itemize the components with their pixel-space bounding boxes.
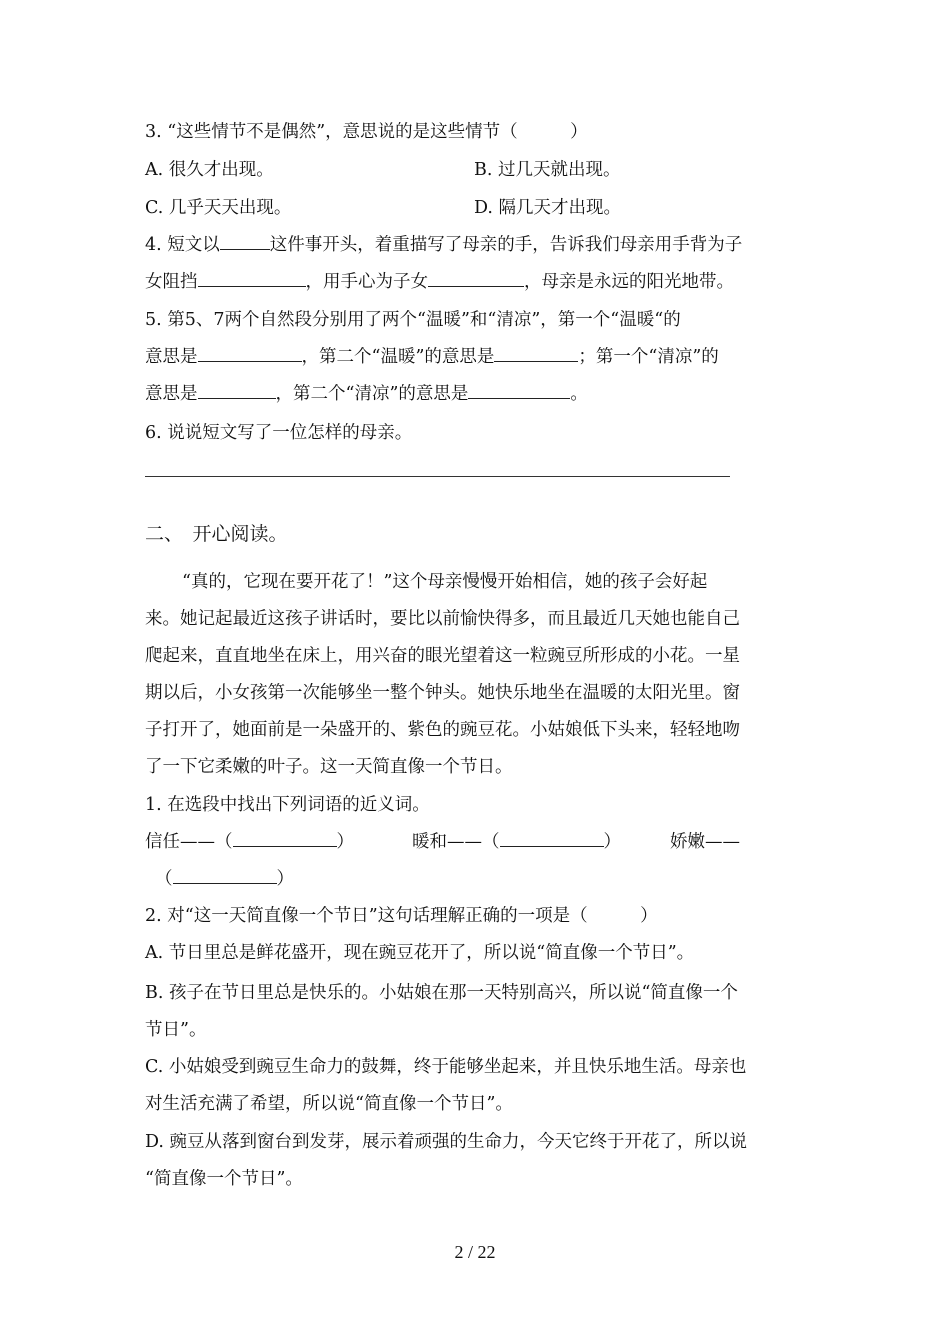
answer-blank[interactable] [198,345,302,362]
q5-text: ，第二个“温暖”的意思是 [301,347,495,367]
passage-line: 子打开了，她面前是一朵盛开的、紫色的豌豆花。小姑娘低下头来，轻轻地吻 [145,720,740,740]
section-heading: 二、 开心阅读。 [145,523,288,545]
answer-blank[interactable] [220,233,270,250]
q3-option-d: D. 隔几天才出现。 [474,198,622,218]
q5-text: 意思是 [145,347,198,367]
passage-line: 期以后，小女孩第一次能够坐一整个钟头。她快乐地坐在温暖的太阳光里。窗 [145,683,740,703]
q5-text: ，第二个“清凉”的意思是 [275,384,469,404]
passage-line: 爬起来，直直地坐在床上，用兴奋的眼光望着这一粒豌豆所形成的小花。一星 [145,646,740,666]
answer-blank[interactable] [494,345,578,362]
s2-q1-word-2 [412,830,621,854]
page-number: 2 / 22 [454,1242,496,1262]
answer-blank[interactable] [500,830,604,847]
paren-close: ） [336,832,354,852]
paren-close: ） [603,832,621,852]
q3-option-b: B. 过几天就出现。 [474,160,621,180]
q3-option-a: A. 很久才出现。 [145,160,274,180]
passage-line: 来。她记起最近这孩子讲话时，要比以前愉快得多，而且最近几天她也能自己 [145,609,740,629]
s2-q2-option-a: A. 节日里总是鲜花盛开，现在豌豆花开了，所以说“简直像一个节日”。 [145,943,695,963]
s2-q2-option-c-cont: 对生活充满了希望，所以说“简直像一个节日”。 [145,1094,513,1114]
answer-line[interactable] [145,476,730,477]
answer-blank[interactable] [468,382,570,399]
s2-q2-option-d-cont: “简直像一个节日”。 [145,1169,303,1189]
answer-blank[interactable] [198,382,276,399]
answer-blank[interactable] [428,270,524,287]
q4-line-2 [145,270,734,294]
s2-q2-option-b: B. 孩子在节日里总是快乐的。小姑娘在那一天特别高兴，所以说“简直像一个 [145,983,738,1003]
s2-q2-stem: 2. 对“这一天简直像一个节日”这句话理解正确的一项是（ ） [145,906,658,926]
q3-option-c: C. 几乎天天出现。 [145,198,292,218]
q4-text: ，母亲是永远的阳光地带。 [524,272,734,292]
s2-q1-stem: 1. 在选段中找出下列词语的近义词。 [145,795,430,815]
s2-q2-option-b-cont: 节日”。 [145,1020,207,1040]
answer-blank[interactable] [173,867,277,884]
q4-line-1 [145,233,742,257]
s2-q2-option-d: D. 豌豆从落到窗台到发芽，展示着顽强的生命力，今天它终于开花了，所以说 [145,1132,748,1152]
q5-line-1: 5. 第5、7两个自然段分别用了两个“温暖”和“清凉”，第一个“温暖“的 [145,310,681,330]
q5-text: ；第一个“清凉”的 [578,347,719,367]
q4-text: ，用手心为子女 [305,272,428,292]
synonym-prompt: 信任——（ [145,832,233,852]
answer-blank[interactable] [233,830,337,847]
q4-text: 这件事开头，着重描写了母亲的手，告诉我们母亲用手背为子 [269,235,743,255]
s2-q1-words [145,830,354,854]
q4-text: 女阻挡 [145,272,198,292]
synonym-prompt: 暖和——（ [412,832,500,852]
q5-line-2 [145,345,719,369]
q5-line-3 [145,382,588,406]
q5-text: 意思是 [145,384,198,404]
s2-q1-word-3-answer [155,867,294,891]
q3-stem: 3. “这些情节不是偶然”，意思说的是这些情节（ ） [145,122,588,142]
s2-q1-word-3: 娇嫩—— [670,832,740,852]
passage-line: “真的，它现在要开花了！”这个母亲慢慢开始相信，她的孩子会好起 [182,572,708,592]
q6-stem: 6. 说说短文写了一位怎样的母亲。 [145,423,413,443]
answer-blank[interactable] [198,270,306,287]
q5-text: 。 [570,384,588,404]
q4-text: 4. 短文以 [145,235,220,255]
paren-close: ） [276,869,294,889]
paren-open: （ [155,869,173,889]
s2-q2-option-c: C. 小姑娘受到豌豆生命力的鼓舞，终于能够坐起来，并且快乐地生活。母亲也 [145,1057,747,1077]
passage-line: 了一下它柔嫩的叶子。这一天简直像一个节日。 [145,757,513,777]
